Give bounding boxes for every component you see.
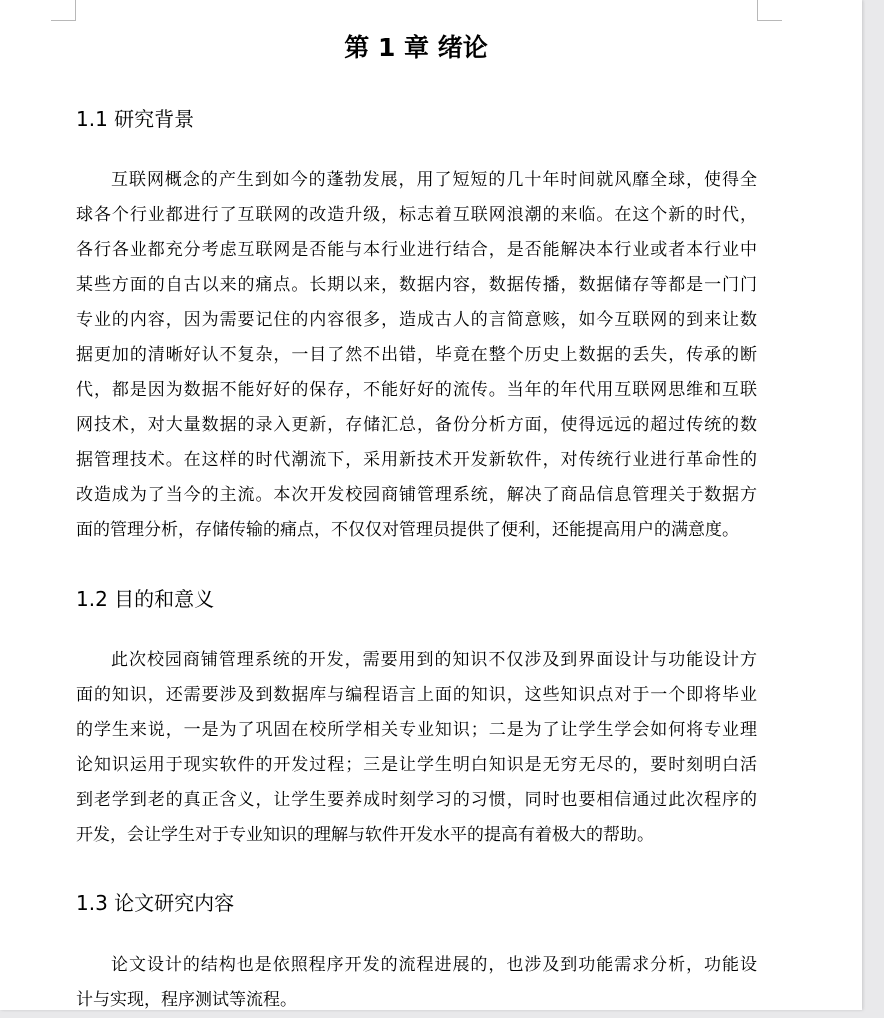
text-line: 计与实现，程序测试等流程。 <box>76 990 297 1010</box>
text-line: 专业的内容，因为需要记住的内容很多，造成古人的言简意赅，如今互联网的到来让数 <box>76 310 757 330</box>
margin-corner-mark <box>51 0 76 21</box>
page-scroll-gutter[interactable] <box>862 0 884 1010</box>
text-line: 某些方面的自古以来的痛点。长期以来，数据内容，数据传播，数据储存等都是一门门 <box>76 275 757 295</box>
text-line: 据管理技术。在这样的时代潮流下，采用新技术开发新软件，对传统行业进行革命性的 <box>76 450 757 470</box>
margin-corner-mark <box>757 0 782 21</box>
section-heading: 1.3 论文研究内容 <box>76 891 235 915</box>
paragraph <box>76 163 757 548</box>
text-line: 改造成为了当今的主流。本次开发校园商铺管理系统，解决了商品信息管理关于数据方 <box>76 485 757 505</box>
text-line: 此次校园商铺管理系统的开发，需要用到的知识不仅涉及到界面设计与功能设计方 <box>111 650 757 670</box>
text-line: 球各个行业都进行了互联网的改造升级，标志着互联网浪潮的来临。在这个新的时代， <box>76 205 757 225</box>
text-line: 据更加的清晰好认不复杂，一目了然不出错，毕竟在整个历史上数据的丢失，传承的断 <box>76 345 757 365</box>
text-line: 网技术，对大量数据的录入更新，存储汇总，备份分析方面，使得远远的超过传统的数 <box>76 415 757 435</box>
text-line: 论知识运用于现实软件的开发过程；三是让学生明白知识是无穷无尽的，要时刻明白活 <box>76 755 757 775</box>
paragraph <box>76 948 757 1018</box>
text-line: 开发，会让学生对于专业知识的理解与软件开发水平的提高有着极大的帮助。 <box>76 825 654 845</box>
text-line: 论文设计的结构也是依照程序开发的流程进展的，也涉及到功能需求分析，功能设 <box>111 955 757 975</box>
chapter-title: 第 1 章 绪论 <box>344 33 488 62</box>
text-line: 代，都是因为数据不能好好的保存，不能好好的流传。当年的年代用互联网思维和互联 <box>76 380 757 400</box>
text-line: 面的管理分析，存储传输的痛点，不仅仅对管理员提供了便利，还能提高用户的满意度。 <box>76 520 739 540</box>
section-heading: 1.2 目的和意义 <box>76 587 215 611</box>
paragraph <box>76 643 757 853</box>
text-line: 到老学到老的真正含义，让学生要养成时刻学习的习惯，同时也要相信通过此次程序的 <box>76 790 757 810</box>
text-line: 面的知识，还需要涉及到数据库与编程语言上面的知识，这些知识点对于一个即将毕业 <box>76 685 757 705</box>
text-line: 各行各业都充分考虑互联网是否能与本行业进行结合，是否能解决本行业或者本行业中 <box>76 240 757 260</box>
section-heading: 1.1 研究背景 <box>76 107 195 131</box>
text-line: 的学生来说，一是为了巩固在校所学相关专业知识；二是为了让学生学会如何将专业理 <box>76 720 757 740</box>
text-line: 互联网概念的产生到如今的蓬勃发展，用了短短的几十年时间就风靡全球，使得全 <box>111 170 757 190</box>
